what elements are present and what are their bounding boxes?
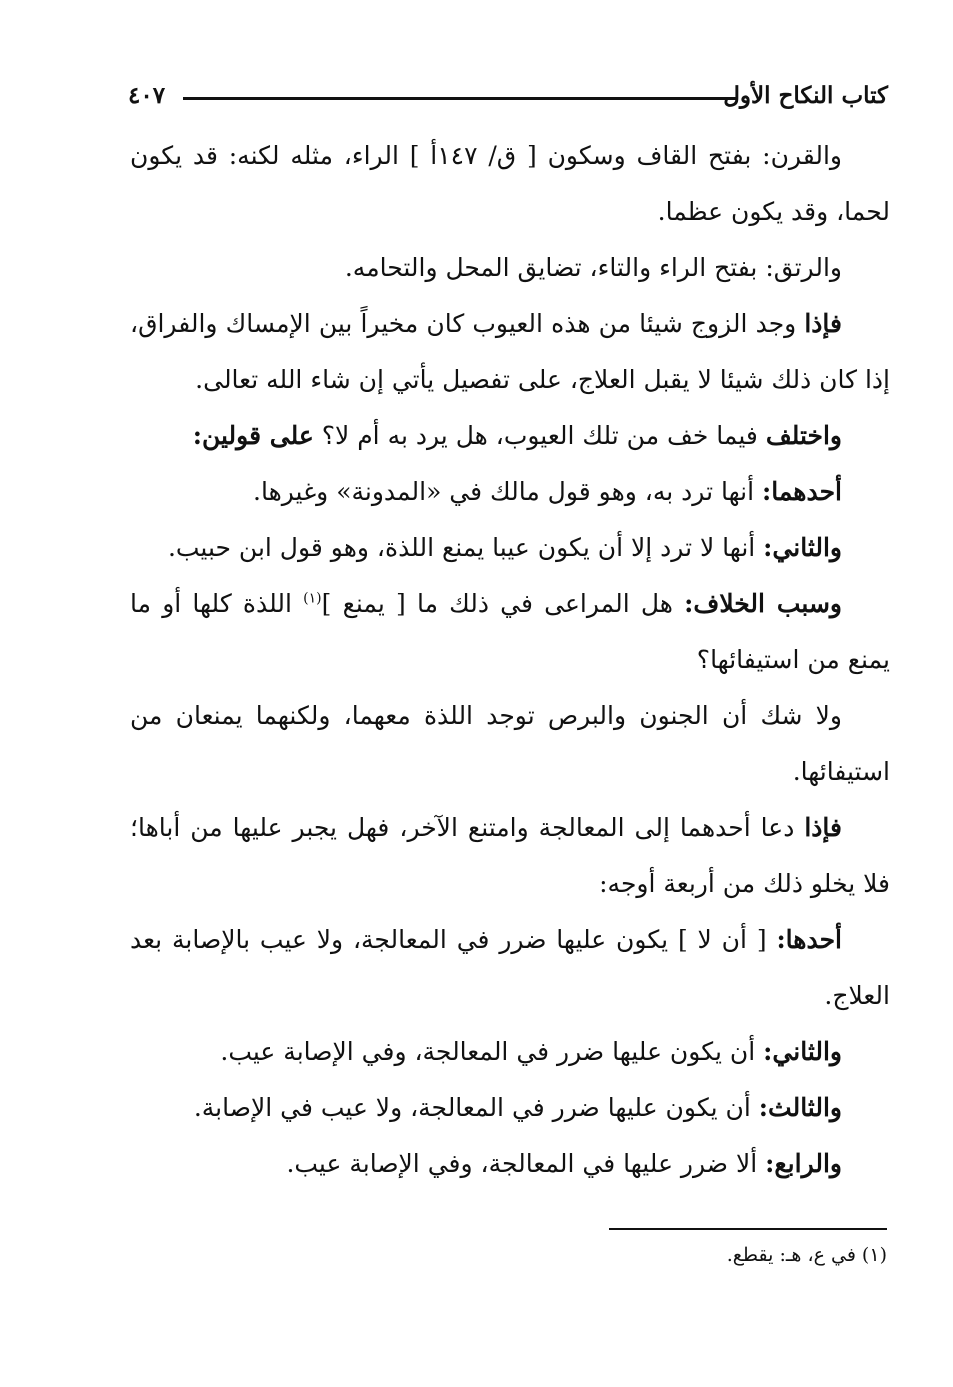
paragraph-text: ولا شك أن الجنون والبرص توجد اللذة معهما، ولكنهما يمنعان من استيفائها. [130,701,890,786]
paragraph-text: هل المراعى في ذلك ما [ يمنع ] [321,589,685,618]
paragraph-text: أن يكون عليها ضرر في المعالجة، وفي الإصابة عيب. [220,1037,764,1066]
paragraph-treatment [130,800,890,912]
paragraph-madness [130,688,890,800]
paragraph-qarn [130,128,890,240]
main-text [130,128,890,1192]
header-rule [183,97,738,100]
paragraph-ratq [130,240,890,296]
paragraph-lead: فإذا [804,309,842,338]
paragraph-lead: والثالث: [758,1093,842,1122]
paragraph-lead: فإذا [804,813,842,842]
paragraph-text: وجد الزوج شيئا من هذه العيوب كان مخيراً بين الإمساك والفراق، إذا كان ذلك شيئا لا يقبل العلاج، على تفصيل يأتي إن شاء الله تعالى. [130,309,890,394]
paragraph-text-continued: اللذة كلها أو ما يمنع من استيفائها؟ [130,589,890,674]
paragraph-lead: أحدهما: [761,477,842,506]
paragraph-case-two [130,1024,890,1080]
footnote [387,1240,887,1270]
paragraph-text: والقرن: بفتح القاف وسكون [ ق/ ١٤٧أ ] الراء، مثله لكنه: قد يكون لحما، وقد يكون عظما. [130,141,890,226]
paragraph-second-opinion [130,520,890,576]
paragraph-text: أن يكون عليها ضرر في المعالجة، ولا عيب في الإصابة. [193,1093,759,1122]
paragraph-lead: والثاني: [763,533,842,562]
paragraph-text: فيما خف من تلك العيوب، هل يرد به أم لا؟ [313,421,766,450]
paragraph-lead: أحدها: [776,925,842,954]
paragraph-text: أنها ترد به، وهو قول مالك في «المدونة» وغيرها. [253,477,762,506]
paragraph-case-one [130,912,890,1024]
paragraph-lead: وسبب الخلاف: [684,589,842,618]
paragraph-lead: واختلف [765,421,842,450]
page-number: ٤٠٧ [128,82,166,109]
footnote-marker[interactable]: (١) [303,590,322,607]
running-header [128,82,888,122]
paragraph-first-opinion [130,464,890,520]
paragraph-text: والرتق: بفتح الراء والتاء، تضايق المحل والتحامه. [344,253,842,282]
paragraph-tail: على قولين: [192,421,314,450]
paragraph-choice [130,296,890,408]
paragraph-lead: والثاني: [763,1037,842,1066]
paragraph-text: [ أن لا ] يكون عليها ضرر في المعالجة، ولا عيب بالإصابة بعد العلاج. [130,925,890,1010]
paragraph-text: دعا أحدهما إلى المعالجة وامتنع الآخر، فهل يجبر عليها من أباها؛ فلا يخلو ذلك من أربعة أوجه: [130,813,890,898]
paragraph-case-four [130,1136,890,1192]
paragraph-lead: والرابع: [765,1149,842,1178]
footnote-separator [609,1228,887,1230]
paragraph-text: ألا ضرر عليها في المعالجة، وفي الإصابة عيب. [286,1149,766,1178]
paragraph-reason [130,576,890,688]
paragraph-case-three [130,1080,890,1136]
footnote-text: (١) في ع، هـ: يقطع. [726,1244,887,1266]
paragraph-text: أنها لا ترد إلا أن يكون عيبا يمنع اللذة، وهو قول ابن حبيب. [167,533,764,562]
book-title: كتاب النكاح الأول [723,82,888,109]
paragraph-disagreement [130,408,890,464]
